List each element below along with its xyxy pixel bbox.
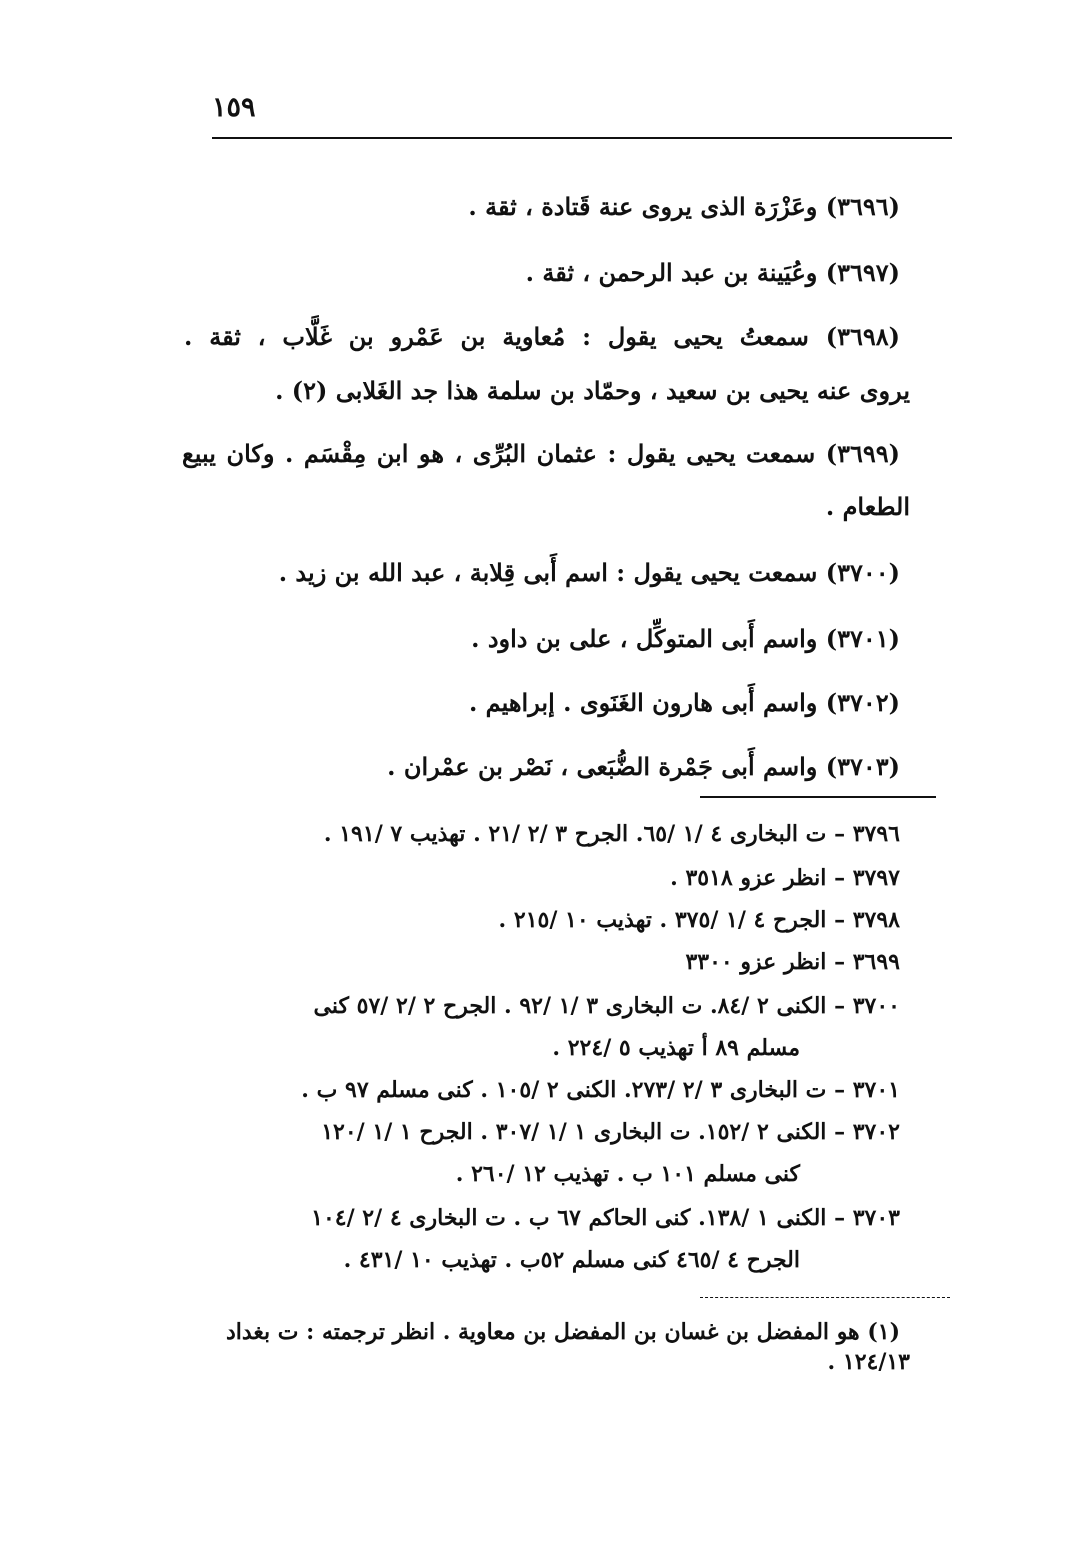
reference-number: ٣٧٠٠ xyxy=(852,993,900,1019)
reference-3700-continuation: مسلم ٨٩ أ تهذيب ٥ /٢٢٤ . xyxy=(552,1035,800,1061)
entry-text: سمعتُ يحيى يقول : مُعاوية بن عَمْرو بن غَلَّاب ، ثقة . xyxy=(184,322,809,351)
reference-3700 xyxy=(314,990,900,1022)
reference-text: الكنى ١ /١٣٨. كنى الحاكم ٦٧ ب . ت البخارى ٤ /٢ /١٠٤ xyxy=(311,1205,827,1231)
footnote-1 xyxy=(226,1316,900,1348)
reference-number: ٣٧٩٨ xyxy=(852,907,900,933)
footnote-text: هو المفضل بن غسان بن المفضل بن معاوية . انظر ترجمته : ت بغداد xyxy=(225,1319,860,1345)
entry-text: واسم أَبى جَمْرة الضُّبَعى ، نَصْر بن عمْران . xyxy=(387,752,818,781)
reference-3702 xyxy=(321,1116,900,1148)
entry-text: واسم أَبى المتوكِّل ، على بن داود . xyxy=(471,624,818,653)
entry-3698 xyxy=(184,320,900,354)
section-rule xyxy=(700,796,936,798)
reference-3703-continuation: الجرح ٤ /٤٦٥ كنى مسلم ٥٢ب . تهذيب ١٠ /٤٣١ . xyxy=(343,1247,800,1273)
reference-number: ٣٧٠١ xyxy=(852,1077,900,1103)
entry-3697 xyxy=(526,256,900,290)
reference-3796 xyxy=(324,818,900,850)
reference-text: ت البخارى ٤ /١ /٦٥. الجرح ٣ /٢ /٢١ . تهذيب ٧ /١٩١ . xyxy=(323,821,827,847)
entry-number: (٣٧٠٠) xyxy=(825,558,900,587)
reference-text: الكنى ٢ /١٥٢. ت البخارى ١ /١ /٣٠٧ . الجرح ١ /١ /١٢٠ xyxy=(321,1119,827,1145)
reference-dash: – xyxy=(834,1205,846,1231)
reference-3797 xyxy=(670,862,900,894)
entry-number: (٣٦٩٧) xyxy=(825,258,900,287)
page-number: ١٥٩ xyxy=(212,92,256,123)
entry-text: سمعت يحيى يقول : اسم أَبى قِلابة ، عبد الله بن زيد . xyxy=(278,558,818,587)
entry-3699-continuation: الطعام . xyxy=(825,492,910,521)
entry-3703 xyxy=(387,750,900,784)
reference-dash: – xyxy=(834,907,846,933)
entry-3701 xyxy=(471,622,900,656)
reference-number: ٣٧٠٢ xyxy=(852,1119,900,1145)
entry-number: (٣٧٠٢) xyxy=(825,688,900,717)
entry-text: وعُيَينة بن عبد الرحمن ، ثقة . xyxy=(525,258,818,287)
entry-number: (٣٦٩٦) xyxy=(825,192,900,221)
reference-dash: – xyxy=(834,1077,846,1103)
entry-3700 xyxy=(279,556,900,590)
reference-dash: – xyxy=(834,821,846,847)
footnote-marker: (١) xyxy=(867,1319,900,1345)
reference-number: ٣٧٠٣ xyxy=(852,1205,900,1231)
entry-number: (٣٦٩٨) xyxy=(825,322,900,351)
reference-text: انظر عزو ٣٣٠٠ xyxy=(685,949,827,975)
reference-dash: – xyxy=(834,865,846,891)
footnote-rule xyxy=(700,1297,950,1298)
entry-number: (٣٧٠٣) xyxy=(825,752,900,781)
reference-dash: – xyxy=(834,1119,846,1145)
reference-dash: – xyxy=(834,949,846,975)
reference-text: ت البخارى ٣ /٢ /٢٧٣. الكنى ٢ /١٠٥ . كنى مسلم ٩٧ ب . xyxy=(301,1077,827,1103)
entry-number: (٣٧٠١) xyxy=(825,624,900,653)
entry-3698-continuation: يروى عنه يحيى بن سعيد ، وحمّاد بن سلمة هذا جد الغَلابى (٢) . xyxy=(275,376,910,405)
reference-3702-continuation: كنى مسلم ١٠١ ب . تهذيب ١٢ /٢٦٠ . xyxy=(455,1161,800,1187)
entry-text: واسم أَبى هارون الغَنَوى . إبراهيم . xyxy=(468,688,818,717)
entry-text: وعَزْرَة الذى يروى عنة قَتادة ، ثقة . xyxy=(468,192,818,221)
footnote-1-continuation: ١٢٤/١٣ . xyxy=(827,1349,910,1375)
reference-3701 xyxy=(301,1074,900,1106)
reference-text: الكنى ٢ /٨٤. ت البخارى ٣ /١ /٩٢ . الجرح ٢ /٢ /٥٧ كنى xyxy=(313,993,827,1019)
reference-text: انظر عزو ٣٥١٨ . xyxy=(670,865,827,891)
reference-number: ٣٧٩٦ xyxy=(852,821,900,847)
entry-3699 xyxy=(182,437,900,471)
entry-text: سمعت يحيى يقول : عثمان البُرِّى ، هو ابن مِقْسَم . وكان يبيع xyxy=(182,439,816,468)
entry-3702 xyxy=(469,686,900,720)
reference-number: ٣٧٩٧ xyxy=(852,865,900,891)
reference-text: الجرح ٤ /١ /٣٧٥ . تهذيب ١٠ /٢١٥ . xyxy=(498,907,827,933)
reference-3798 xyxy=(499,904,900,936)
entry-number: (٣٦٩٩) xyxy=(825,439,901,468)
reference-3699 xyxy=(685,946,900,978)
reference-3703 xyxy=(311,1202,900,1234)
reference-dash: – xyxy=(834,993,846,1019)
header-rule xyxy=(212,137,952,139)
entry-3696 xyxy=(468,190,900,224)
reference-number: ٣٦٩٩ xyxy=(852,949,900,975)
